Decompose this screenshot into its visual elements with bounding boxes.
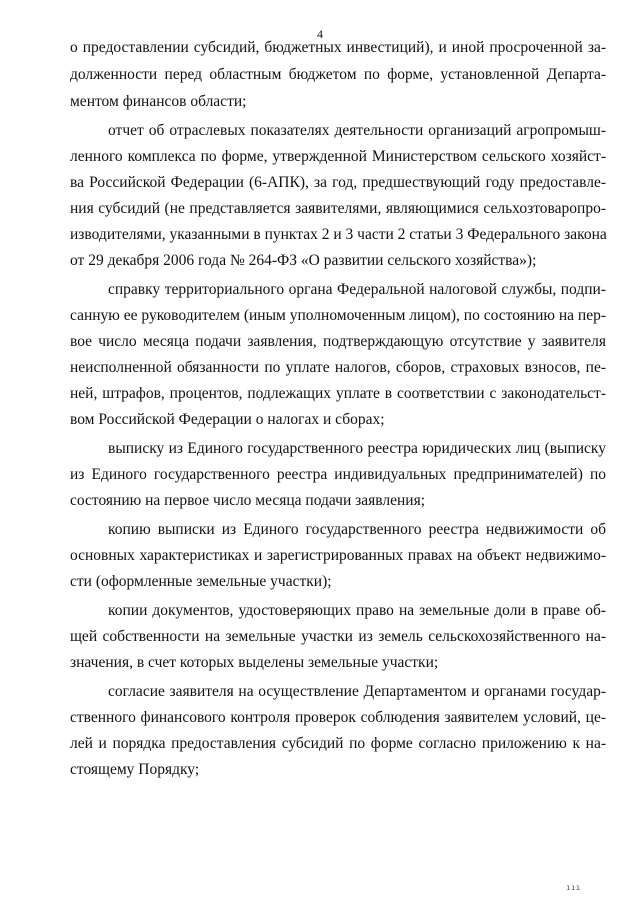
text-line: основных характеристиках и зарегистрированных правах на объект недвижимо- (70, 547, 606, 564)
text-line: состоянию на первое число месяца подачи заявления; (70, 492, 426, 509)
text-line: выписку из Единого государственного реестра юридических лиц (выписку (108, 440, 606, 457)
text-line: щей собственности на земельные участки из земель сельскохозяйственного на- (70, 628, 606, 645)
text-line: ния субсидий (не представляется заявителями, являющимися сельхозтоваропро- (70, 200, 606, 217)
text-line: от 29 декабря 2006 года № 264-ФЗ «О развитии сельского хозяйства»); (70, 252, 537, 269)
text-line: неисполненной обязанности по уплате налогов, сборов, страховых взносов, пе- (70, 359, 606, 376)
text-line: отчет об отраслевых показателях деятельности организаций агропромыш- (108, 122, 606, 139)
text-line: ва Российской Федерации (6-АПК), за год, предшествующий году предоставле- (70, 174, 606, 191)
text-line: вое число месяца подачи заявления, подтверждающую отсутствие у заявителя (70, 333, 606, 350)
text-line: копию выписки из Единого государственного реестра недвижимости об (108, 521, 606, 538)
text-line: ментом финансов области; (70, 93, 247, 110)
text-line: о предоставлении субсидий, бюджетных инвестиций), и иной просроченной за- (70, 39, 606, 56)
text-line: долженности перед областным бюджетом по форме, установленной Департа- (70, 66, 606, 83)
text-line: значения, в счет которых выделены земельные участки; (70, 654, 439, 671)
text-line: вом Российской Федерации о налогах и сборах; (70, 411, 385, 428)
scan-mark: ııı (566, 883, 581, 892)
text-line: ственного финансового контроля проверок соблюдения заявителем условий, це- (70, 709, 606, 726)
text-line: копии документов, удостоверяющих право на земельные доли в праве об- (108, 602, 606, 619)
text-line: согласие заявителя на осуществление Департаментом и органами государ- (108, 683, 606, 700)
text-line: санную ее руководителем (иным уполномоченным лицом), по состоянию на пер- (70, 307, 606, 324)
text-line: лей и порядка предоставления субсидий по форме согласно приложению к на- (70, 735, 606, 752)
text-line: ней, штрафов, процентов, подлежащих уплате в соответствии с законодательст- (70, 385, 606, 402)
text-line: ленного комплекса по форме, утвержденной Министерством сельского хозяйст- (70, 148, 606, 165)
text-line: справку территориального органа Федеральной налоговой службы, подпи- (108, 281, 606, 298)
text-line: изводителями, указанными в пунктах 2 и 3 части 2 статьи 3 Федерального закона (70, 226, 607, 243)
page-number: 4 (317, 27, 323, 41)
text-line: стоящему Порядку; (70, 761, 200, 778)
text-line: сти (оформленные земельные участки); (70, 573, 332, 590)
text-line: из Единого государственного реестра индивидуальных предпринимателей) по (70, 466, 606, 483)
